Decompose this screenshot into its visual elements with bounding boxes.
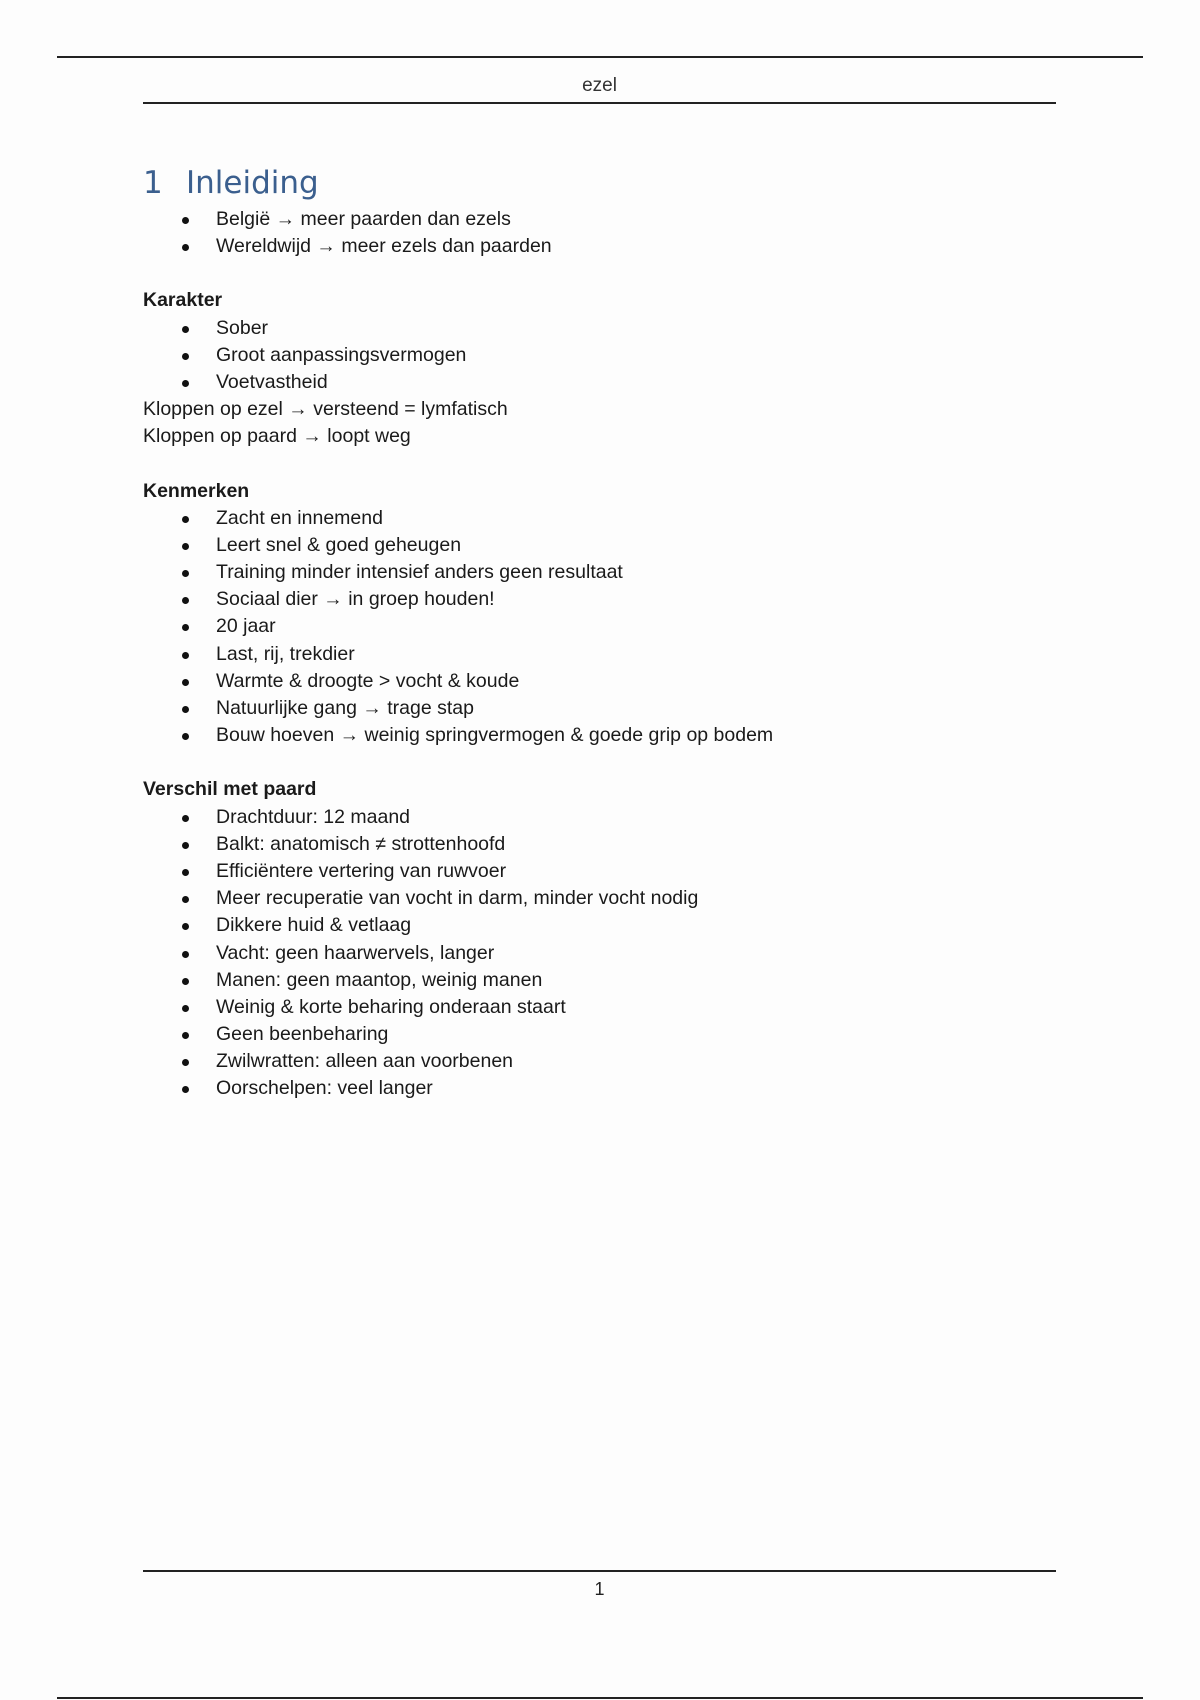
list-item: Balkt: anatomisch ≠ strottenhoofd <box>143 831 1056 858</box>
kenmerken-list <box>143 505 1056 750</box>
list-item: Voetvastheid <box>143 369 1056 396</box>
karakter-list <box>143 315 1056 397</box>
list-item: Geen beenbeharing <box>143 1021 1056 1048</box>
verschil-list <box>143 804 1056 1103</box>
document-body <box>143 160 1056 1103</box>
list-item: Last, rij, trekdier <box>143 641 1056 668</box>
list-item: Warmte & droogte > vocht & koude <box>143 668 1056 695</box>
karakter-note: Kloppen op paard → loopt weg <box>143 425 411 448</box>
list-item: Bouw hoeven → weinig springvermogen & goede grip op bodem <box>143 722 1056 749</box>
page-header <box>143 72 1056 104</box>
page-bottom-edge <box>57 1697 1143 1699</box>
page-number: 1 <box>594 1579 605 1599</box>
list-item: Weinig & korte beharing onderaan staart <box>143 994 1056 1021</box>
header-title: ezel <box>582 75 617 96</box>
list-item: 20 jaar <box>143 613 1056 640</box>
section-heading <box>143 160 1056 206</box>
list-item: Groot aanpassingsvermogen <box>143 342 1056 369</box>
list-item: Vacht: geen haarwervels, langer <box>143 940 1056 967</box>
intro-list <box>143 206 1056 260</box>
verschil-heading: Verschil met paard <box>143 778 317 801</box>
karakter-note: Kloppen op ezel → versteend = lymfatisch <box>143 398 508 421</box>
list-item: Leert snel & goed geheugen <box>143 532 1056 559</box>
karakter-heading: Karakter <box>143 289 223 312</box>
page-footer <box>143 1570 1056 1606</box>
list-item: Zacht en innemend <box>143 505 1056 532</box>
kenmerken-heading: Kenmerken <box>143 479 250 502</box>
list-item: Wereldwijd → meer ezels dan paarden <box>143 233 1056 260</box>
list-item: Efficiëntere vertering van ruwvoer <box>143 858 1056 885</box>
list-item: Dikkere huid & vetlaag <box>143 912 1056 939</box>
list-item: Sociaal dier → in groep houden! <box>143 586 1056 613</box>
heading-title: Inleiding <box>186 165 319 201</box>
list-item: Manen: geen maantop, weinig manen <box>143 967 1056 994</box>
list-item: Zwilwratten: alleen aan voorbenen <box>143 1048 1056 1075</box>
list-item: Oorschelpen: veel langer <box>143 1075 1056 1102</box>
list-item: Training minder intensief anders geen resultaat <box>143 559 1056 586</box>
list-item: Natuurlijke gang → trage stap <box>143 695 1056 722</box>
list-item: Drachtduur: 12 maand <box>143 804 1056 831</box>
list-item: Sober <box>143 315 1056 342</box>
page-top-edge <box>57 56 1143 58</box>
heading-number: 1 <box>143 165 163 201</box>
list-item: Meer recuperatie van vocht in darm, minder vocht nodig <box>143 885 1056 912</box>
list-item: België → meer paarden dan ezels <box>143 206 1056 233</box>
